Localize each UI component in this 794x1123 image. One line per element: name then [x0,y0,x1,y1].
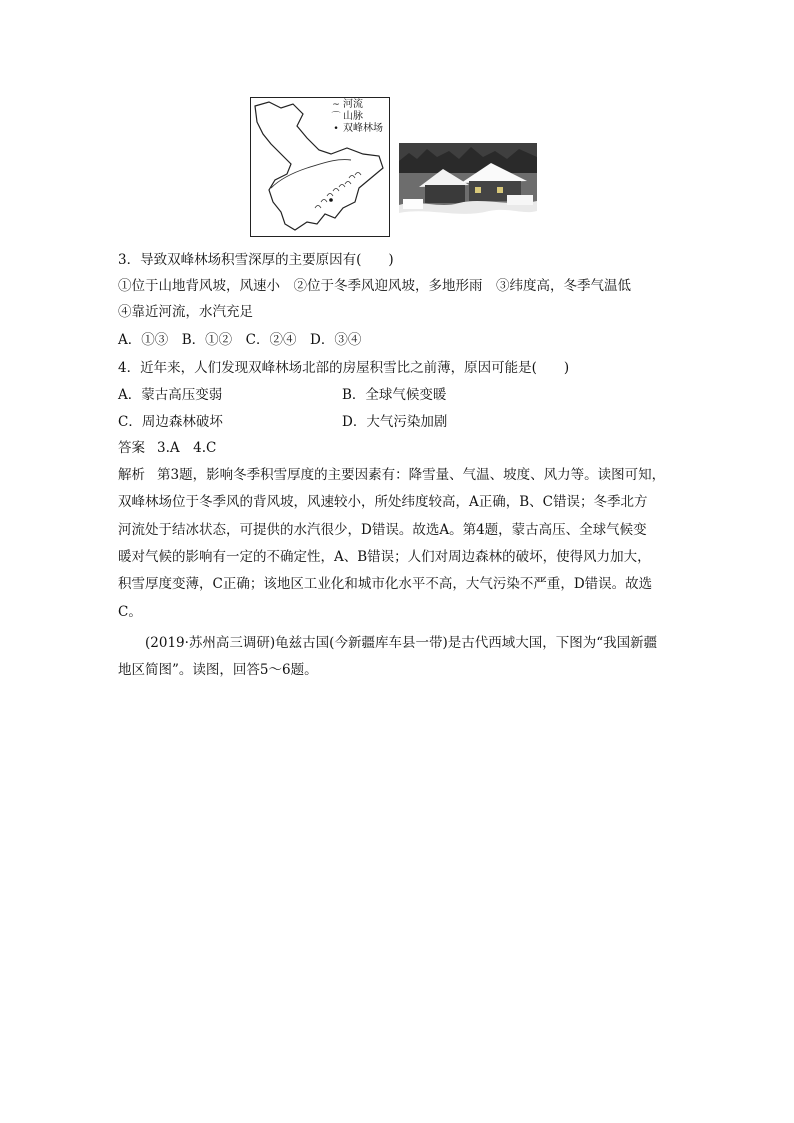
answer-label: 答案 [118,440,145,456]
analysis-line4: 暖对气候的影响有一定的不确定性，A、B错误；人们对周边森林的破坏，使得风力加大， [118,549,651,565]
region-map [250,97,390,237]
answer-value: 3.A 4.C [157,440,217,456]
point-symbol-icon: • [333,124,339,134]
intro-line1: (2019·苏州高三调研)龟兹古国(今新疆库车县一带)是古代西域大国，下图为“我国新疆 [145,635,658,651]
q4-option-c: C．周边森林破坏 [118,414,223,430]
map-legend [329,99,383,135]
analysis-line3: 河流处于结冰状态，可提供的水汽很少，D错误。故选A。第4题，蒙古高压、全球气候变 [118,522,647,538]
q3-options-line2: ④靠近河流，水汽充足 [118,304,253,320]
q4-stem: 4．近年来，人们发现双峰林场北部的房屋积雪比之前薄，原因可能是( ) [118,360,570,376]
q4-option-d: D．大气污染加剧 [342,414,448,430]
analysis-line2: 双峰林场位于冬季风的背风坡，风速较小，所处纬度较高，A正确，B、C错误；冬季北方 [118,494,648,510]
legend-label: 山脉 [343,111,363,122]
forest-farm-point [329,198,333,202]
q3-choices: A．①③ B．①② C．②④ D．③④ [118,332,362,348]
legend-label: 河流 [343,99,363,110]
intro-line2: 地区简图”。读图，回答5～6题。 [118,662,318,678]
analysis-text: 第3题，影响冬季积雪厚度的主要因素有：降雪量、气温、坡度、风力等。读图可知， [157,467,666,483]
q3-options-line1: ①位于山地背风坡，风速小 ②位于冬季风迎风坡，多地形雨 ③纬度高，冬季气温低 [118,278,631,294]
analysis-line5: 积雪厚度变薄，C正确；该地区工业化和城市化水平不高，大气污染不严重，D错误。故选 [118,576,653,592]
river-line [271,160,351,188]
legend-row-mountain [329,111,383,123]
answer-line [118,436,216,456]
legend-row-river [329,99,383,111]
snow-village-photo [399,143,537,236]
river-symbol-icon: ~ [332,100,340,110]
analysis-line1 [118,463,665,483]
figure-area [250,97,540,239]
analysis-line6: C。 [118,604,142,620]
analysis-label: 解析 [118,467,145,483]
mountain-symbol-icon: ⌒ [331,112,341,122]
legend-label: 双峰林场 [343,123,383,134]
q3-stem: 3．导致双峰林场积雪深厚的主要原因有( ) [118,252,394,268]
q4-option-a: A．蒙古高压变弱 [118,387,223,403]
q4-option-b: B．全球气候变暖 [342,387,447,403]
legend-row-point [329,123,383,135]
